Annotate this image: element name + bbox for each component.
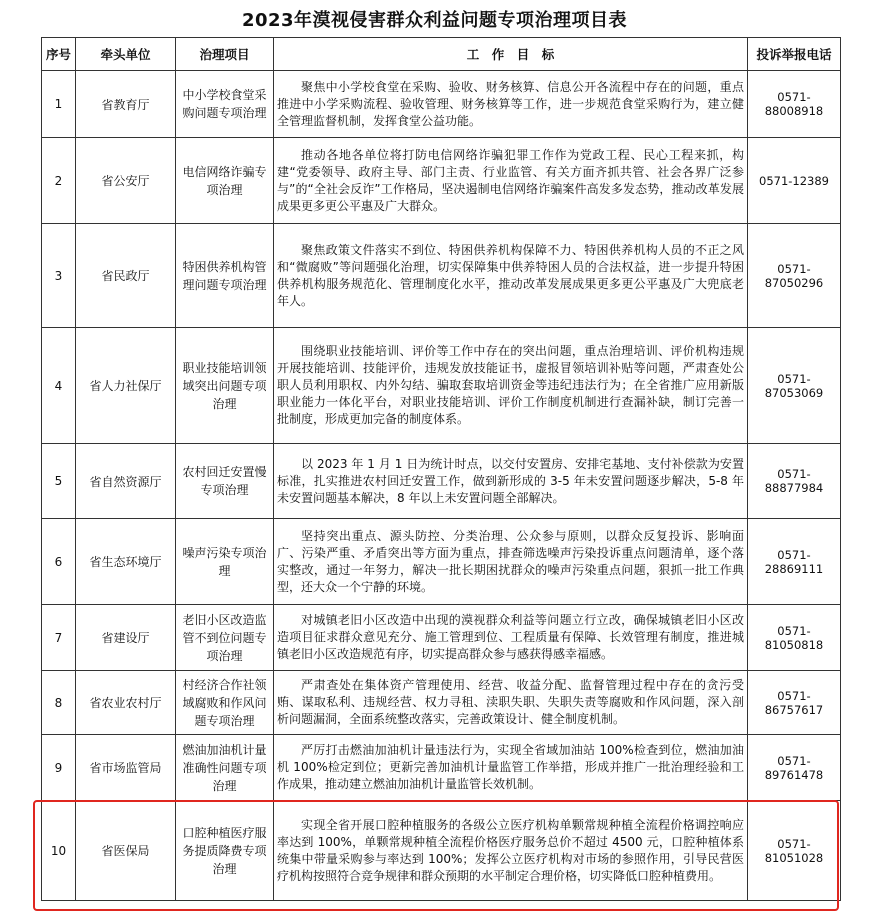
row-unit: 省生态环境厅: [76, 519, 176, 605]
header-no: 序号: [42, 38, 76, 71]
row-no: 9: [42, 735, 76, 801]
table-row: [42, 444, 841, 519]
row-goal: 坚持突出重点、源头防控、分类治理、公众参与原则，以群众反复投诉、影响面广、污染严重、矛盾突出等方面为重点，排查筛选噪声污染投诉重点问题清单，逐个落实整改，通过一年努力，解决一批长期困扰群众的噪声污染重点问题，狠抓一批工作典型，还大众一个宁静的环境。: [274, 519, 748, 605]
row-goal: 对城镇老旧小区改造中出现的漠视群众利益等问题立行立改，确保城镇老旧小区改造项目征求群众意见充分、施工管理到位、工程质量有保障、长效管理有制度，推进城镇老旧小区改造规范有序，切实提高群众参与感获得感幸福感。: [274, 605, 748, 671]
row-unit: 省建设厅: [76, 605, 176, 671]
row-phone: 0571-81050818: [748, 605, 841, 671]
governance-table: [41, 37, 841, 901]
row-no: 4: [42, 328, 76, 444]
row-no: 7: [42, 605, 76, 671]
row-project: 职业技能培训领域突出问题专项治理: [176, 328, 274, 444]
row-goal: 实现全省开展口腔种植服务的各级公立医疗机构单颗常规种植全流程价格调控响应率达到 100%，单颗常规种植全流程价格医疗服务总价不超过 4500 元，口腔种植体系统集中带量采购参与率达到 100%；发挥公立医疗机构对市场的参照作用，引导民营医疗机构按照符合竞争规律和群众预期的水平制定合理价格，切实降低口腔种植费用。: [274, 801, 748, 901]
row-no: 1: [42, 71, 76, 138]
row-phone: 0571-89761478: [748, 735, 841, 801]
table-row: [42, 735, 841, 801]
row-unit: 省公安厅: [76, 138, 176, 224]
header-unit: 牵头单位: [76, 38, 176, 71]
row-no: 5: [42, 444, 76, 519]
row-no: 2: [42, 138, 76, 224]
row-project: 电信网络诈骗专项治理: [176, 138, 274, 224]
row-unit: 省医保局: [76, 801, 176, 901]
row-phone: 0571-28869111: [748, 519, 841, 605]
row-unit: 省自然资源厅: [76, 444, 176, 519]
row-phone: 0571-88008918: [748, 71, 841, 138]
row-goal: 推动各地各单位将打防电信网络诈骗犯罪工作作为党政工程、民心工程来抓，构建“党委领导、政府主导、部门主责、行业监管、有关方面齐抓共管、社会各界广泛参与”的“全社会反诈”工作格局，坚决遏制电信网络诈骗案件高发多发态势，推动改革发展成果更多更公平惠及广大群众。: [274, 138, 748, 224]
row-unit: 省教育厅: [76, 71, 176, 138]
table-row: [42, 671, 841, 735]
row-goal: 以 2023 年 1 月 1 日为统计时点，以交付安置房、安排宅基地、支付补偿款为安置标准，扎实推进农村回迁安置工作，做到新形成的 3-5 年未安置问题逐步解决，5-8 年未安置问题基本解决，8 年以上未安置问题全部解决。: [274, 444, 748, 519]
row-project: 村经济合作社领域腐败和作风问题专项治理: [176, 671, 274, 735]
page-title: 2023年漠视侵害群众利益问题专项治理项目表: [241, 10, 628, 31]
table-row: [42, 605, 841, 671]
row-project: 中小学校食堂采购问题专项治理: [176, 71, 274, 138]
row-project: 燃油加油机计量准确性问题专项治理: [176, 735, 274, 801]
row-project: 噪声污染专项治理: [176, 519, 274, 605]
row-goal: 聚焦中小学校食堂在采购、验收、财务核算、信息公开各流程中存在的问题，重点推进中小学采购流程、验收管理、财务核算等工作，进一步规范食堂采购行为，建立健全管理监督机制，发挥食堂公益功能。: [274, 71, 748, 138]
row-goal: 聚焦政策文件落实不到位、特困供养机构保障不力、特困供养机构人员的不正之风和“微腐败”等问题强化治理，切实保障集中供养特困人员的合法权益，进一步提升特困供养机构服务规范化、管理制度化水平，推动改革发展成果更多更公平惠及广大兜底老年人。: [274, 224, 748, 328]
row-phone: 0571-88877984: [748, 444, 841, 519]
row-no: 10: [42, 801, 76, 901]
row-unit: 省人力社保厅: [76, 328, 176, 444]
table-row: [42, 138, 841, 224]
row-phone: 0571-12389: [748, 138, 841, 224]
row-project: 口腔种植医疗服务提质降费专项治理: [176, 801, 274, 901]
row-no: 6: [42, 519, 76, 605]
table-row: [42, 328, 841, 444]
row-goal: 严厉打击燃油加油机计量违法行为，实现全省域加油站 100%检查到位，燃油加油机 100%检定到位；更新完善加油机计量监管工作举措，形成并推广一批治理经验和工作成果，推动建立燃油加油机计量监管长效机制。: [274, 735, 748, 801]
row-project: 老旧小区改造监管不到位问题专项治理: [176, 605, 274, 671]
row-no: 3: [42, 224, 76, 328]
header-project: 治理项目: [176, 38, 274, 71]
table-row: [42, 801, 841, 901]
table-row: [42, 71, 841, 138]
header-phone: 投诉举报电话: [748, 38, 841, 71]
table-row: [42, 519, 841, 605]
row-project: 农村回迁安置慢专项治理: [176, 444, 274, 519]
row-unit: 省民政厅: [76, 224, 176, 328]
table-row: [42, 224, 841, 328]
row-unit: 省市场监管局: [76, 735, 176, 801]
row-project: 特困供养机构管理问题专项治理: [176, 224, 274, 328]
row-phone: 0571-81051028: [748, 801, 841, 901]
table-header-row: [42, 38, 841, 71]
row-phone: 0571-87050296: [748, 224, 841, 328]
row-goal: 严肃查处在集体资产管理使用、经营、收益分配、监督管理过程中存在的贪污受贿、谋取私利、违规经营、权力寻租、渎职失职、失职失责等腐败和作风问题，深入剖析问题漏洞，全面系统整改落实，完善政策设计、健全制度机制。: [274, 671, 748, 735]
row-goal: 围绕职业技能培训、评价等工作中存在的突出问题，重点治理培训、评价机构违规开展技能培训、技能评价，违规发放技能证书，虚报冒领培训补贴等问题，严肃查处公职人员利用职权、内外勾结、骗取套取培训资金等违纪违法行为；在全省推广应用新版职业能力一体化平台，对职业技能培训、评价工作制度机制进行查漏补缺，制订完善一批制度，形成更加完备的制度体系。: [274, 328, 748, 444]
row-phone: 0571-86757617: [748, 671, 841, 735]
row-no: 8: [42, 671, 76, 735]
row-phone: 0571-87053069: [748, 328, 841, 444]
row-unit: 省农业农村厅: [76, 671, 176, 735]
header-goal: 工 作 目 标: [274, 38, 748, 71]
